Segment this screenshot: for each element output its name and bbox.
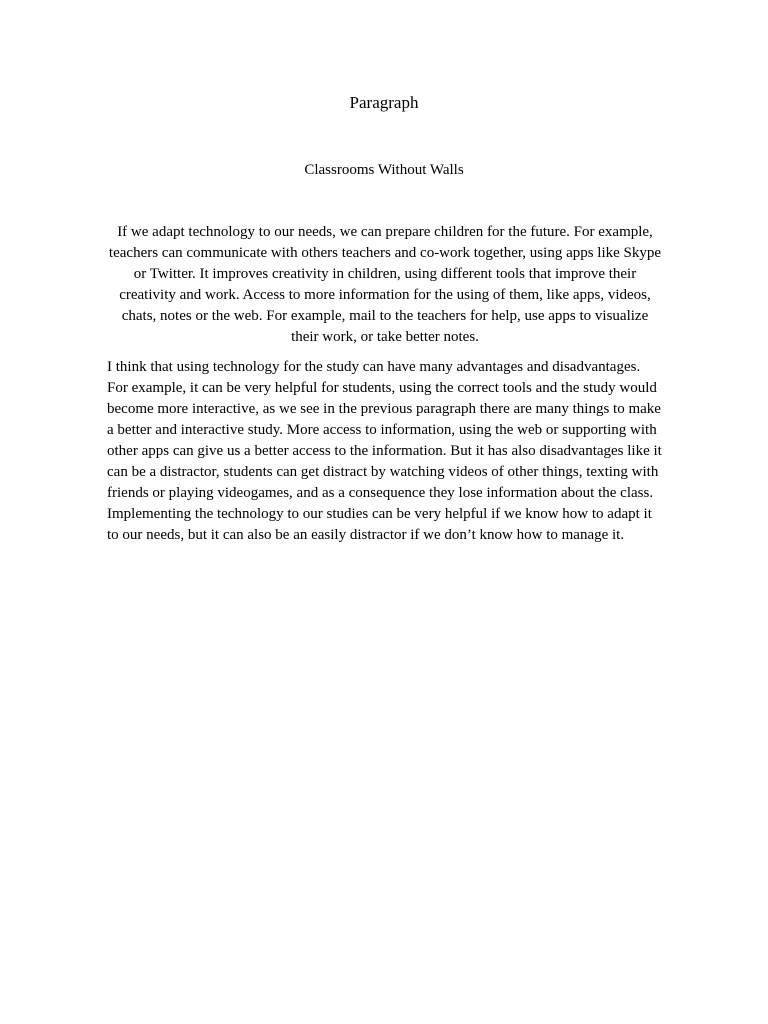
- page-heading: Paragraph: [349, 93, 419, 112]
- paragraph-body: I think that using technology for the study can have many advantages and disadvantages. For example, it can be very helpful for students, using the correct tools and the study would become more interactive, as we see in the previous paragraph there are many things to make a better and interactive study. More access to information, using the web or supporting with other apps can give us a better access to the information. But it has also disadvantages like it can be a distractor, students can get distract by watching videos of other things, texting with friends or playing videogames, and as a consequence they lose information about the class. Implementing the technology to our studies can be very helpful if we know how to adapt it to our needs, but it can also be an easily distractor if we don’t know how to manage it.: [107, 359, 662, 543]
- document-title: Classrooms Without Walls: [304, 162, 464, 178]
- paragraph-centered: If we adapt technology to our needs, we can prepare children for the future. For example, teachers can communicate with others teachers and co-work together, using apps like Skype or Twitter. It improves creativity in children, using different tools that improve their creativity and work. Access to more information for the using of them, like apps, videos, chats, notes or the web. For example, mail to the teachers for help, use apps to visualize their work, or take better notes.: [108, 224, 662, 345]
